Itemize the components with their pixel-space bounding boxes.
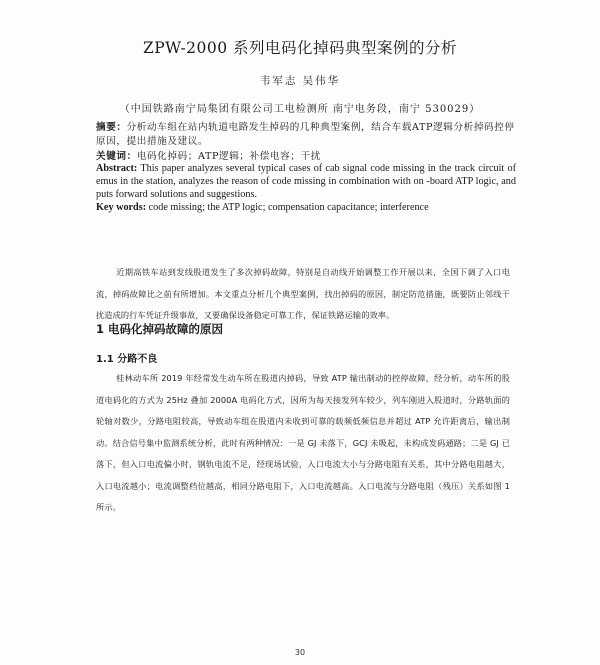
author-affiliation: （中国铁路南宁局集团有限公司工电检测所 南宁电务段，南宁 530029） [119, 104, 481, 115]
page-number: 30 [294, 648, 306, 657]
author-names: 韦军志 吴伟华 [259, 75, 341, 87]
keywords-en-label: Key words: [96, 202, 147, 213]
keywords-cn-label: 关键词： [96, 151, 137, 162]
intro-paragraph [96, 262, 510, 327]
section-1-1-paragraph [96, 368, 510, 519]
paper-title: ZPW-2000 系列电码化掉码典型案例的分析 [142, 39, 458, 57]
section-1-1-heading: 1.1 分路不良 [96, 354, 158, 365]
keywords-chinese [96, 150, 516, 164]
abstract-english [96, 163, 516, 201]
intro-paragraph-text: 近期高铁车站到发线股道发生了多次掉码故障，特别是自动线开始调整工作开展以来，全国下调了入口电流，掉码故障比之前有所增加。本文重点分析几个典型案例，找出掉码的原因，制定防范措施，既要防止邻线干扰造成的行车凭证升级事故，又要确保设备稳定可靠工作，保证铁路运输的效率。 [96, 267, 510, 320]
section-1-1-paragraph-text: 桂林动车所 2019 年经常发生动车所在股道内掉码，导致 ATP 输出制动的控停故障，经分析，动车所的股道电码化的方式为 25Hz 叠加 2000A 电码化方式，因所为每天接发列车较少，列车刚进入股道时，分路轨面的轮轴对数少，分路电阻较高，导致动车组在股道内未收到可靠的载频低频信息并超过 ATP 允许距离后，输出制动。结合信号集中监测系统分析，此时有两种情况：一是 GJ 未落下，GCJ 未吸起，未构成发码通路；二是 GJ 已落下，但入口电流偏小时，钢轨电流不足，经现场试验，入口电流大小与分路电阻有关系，其中分路电阻越大，入口电流越小；电流调整档位越高，相同分路电阻下，入口电流越高。入口电流与分路电阻（残压）关系如图 1 所示。 [96, 373, 510, 512]
keywords-en-text: code missing; the ATP logic; compensation capacitance; interference [148, 202, 429, 213]
section-1-heading: 1 电码化掉码故障的原因 [96, 322, 224, 336]
abstract-en-label: Abstract: [96, 163, 138, 174]
keywords-cn-text: 电码化掉码；ATP逻辑；补偿电容；干扰 [136, 151, 321, 162]
abstract-chinese [96, 121, 516, 149]
abstract-en-text: This paper analyzes several typical cases of cab signal code missing in the track circuit of emus in the station, analyzes the reason of code missing in combination with on -board ATP logic, and puts forward solutions and suggestions. [96, 163, 516, 200]
abstract-cn-label: 摘要： [96, 122, 127, 133]
abstract-cn-text: 分析动车组在站内轨道电路发生掉码的几种典型案例，结合车载ATP逻辑分析掉码控停原因，提出措施及建议。 [96, 122, 515, 147]
keywords-english [96, 202, 516, 215]
